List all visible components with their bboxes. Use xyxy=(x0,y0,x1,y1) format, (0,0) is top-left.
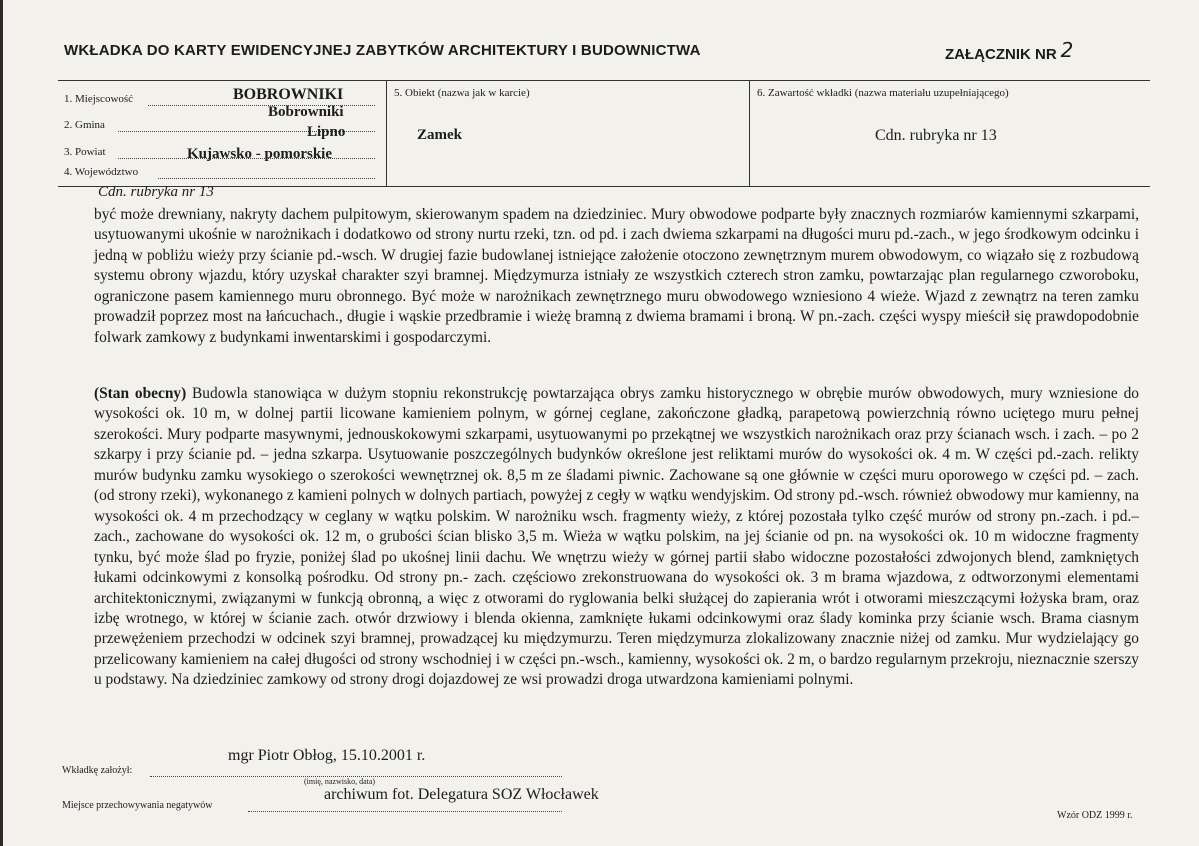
object-label: 5. Obiekt (nazwa jak w karcie) xyxy=(394,87,530,99)
miejscowosc-row xyxy=(64,93,133,105)
author-value: mgr Piotr Obłog, 15.10.2001 r. xyxy=(228,747,426,764)
form-version: Wzór ODZ 1999 r. xyxy=(1057,810,1133,821)
wojewodztwo-label: 4. Województwo xyxy=(64,166,139,178)
gmina-label: 2. Gmina xyxy=(64,119,105,131)
table-top-border xyxy=(58,80,1150,81)
powiat-row xyxy=(64,146,106,158)
annex-number: 2 xyxy=(1060,38,1074,62)
wojewodztwo-value: Kujawsko - pomorskie xyxy=(187,146,333,162)
content-value: Cdn. rubryka nr 13 xyxy=(875,127,997,144)
wojewodztwo-dots xyxy=(158,177,375,179)
current-state-paragraph xyxy=(94,384,1139,691)
table-bottom-border xyxy=(58,186,1150,187)
author-sublabel: (imię, nazwisko, data) xyxy=(304,777,376,786)
gmina-row xyxy=(64,119,105,131)
miejscowosc-value: BOBROWNIKI xyxy=(233,86,344,103)
object-value: Zamek xyxy=(417,127,462,143)
annex-label-text: ZAŁĄCZNIK NR xyxy=(945,46,1057,63)
wojewodztwo-row xyxy=(64,166,138,178)
powiat-value: Lipno xyxy=(307,124,346,140)
document-title: WKŁADKA DO KARTY EWIDENCYJNEJ ZABYTKÓW ARCHITEKTURY I BUDOWNICTWA xyxy=(64,42,701,59)
negatives-value: archiwum fot. Delegatura SOZ Włocławek xyxy=(324,786,599,803)
author-label: Wkładkę założył: xyxy=(62,765,133,776)
continuation-heading: Cdn. rubryka nr 13 xyxy=(98,184,214,200)
table-divider-2 xyxy=(749,80,750,186)
current-state-text: Budowla stanowiąca w dużym stopniu rekonstrukcję powtarzająca obrys zamku historycznego w obrębie murów obwodowych, mury wzniesione do wysokości ok. 10 m, w dolnej partii licowane kamieniem polnym, w górnej ceglane, zakończone gładką, parapetową powierzchnią równo uciętego muru pełnej szerokości. Mury podparte masywnymi, jednouskokowymi szkarpami, usytuowanymi po przekątnej we wszystkich narożnikach oraz przy ścianach wsch. i zach. – po 2 szkarpy i przy ścianie pd. – jedna szkarpa. Usytuowanie poszczególnych budynków określone jest reliktami murów do wysokości ok. 4 m. W części pd.-zach. relikty murów budynku zamku wysokiego o szerokości wewnętrznej ok. 8,5 m ze śladami piwnic. Zachowane są one głównie w części muru oporowego w części pd. – zach. (od strony rzeki), wykonanego z kamieni polnych w dolnych partiach, powyżej z cegły w wątku wendyjskim. Od strony pd.-wsch. również obwodowy mur kamienny, na wysokości ok. 4 m przechodzący w ceglany w wątku polskim. W narożniku wsch. fragmenty wieży, z której pozostała tylko część murów od strony pn.-zach. i pd.–zach., zachowane do wysokości ok. 12 m, o grubości ścian blisko 3,5 m. Wieża w wątku polskim, na jej ścianie od pn. na wysokości ok. 10 m widoczne fragmenty tynku, być może ślad po fryzie, poniżej ślad po ukośnej linii dachu. We wnętrzu wieży w górnej partii słabo widoczne pozostałości zdwojonych blend, zamkniętych łukami odcinkowymi z konsolką pośrodku. Od strony pn.- zach. częściowo zrekonstruowana do wysokości ok. 3 m brama wjazdowa, z odtworzonymi elementami architektonicznymi, związanymi w funkcją obronną, a więc z otworami do ryglowania belki służącej do zapierania wrót i otworami mieszczącymi łożyska bram, oraz izbę wrotnego, w której w ścianie zach. otwór drzwiowy i blenda okienna, zamknięte łukami odcinkowymi oraz ślady kominka przy ścianie wsch. Brama ciasnym przewężeniem przechodzi w odcinek szyi bramnej, prowadzącej ku międzymurzu. Teren międzymurza zlokalizowany znacznie niżej od zamku. Mur wydzielający go przelicowany kamieniem na całej długości od strony wschodniej i w części pn.-wsch., kamienny, wysokości ok. 2 m, o bardzo regularnym przekroju, nieznacznie szerszy u podstawy. Na dziedziniec zamkowy od strony drogi dojazdowej ze wsi prowadzi droga utwardzona kamieniami polnymi. xyxy=(94,385,1139,689)
gmina-value: Bobrowniki xyxy=(268,104,344,120)
scan-edge xyxy=(0,0,3,846)
content-label: 6. Zawartość wkładki (nazwa materiału uzupełniającego) xyxy=(757,87,1009,99)
table-divider-1 xyxy=(386,80,387,186)
miejscowosc-label: 1. Miejscowość xyxy=(64,93,134,105)
powiat-label: 3. Powiat xyxy=(64,146,106,158)
history-paragraph: być może drewniany, nakryty dachem pulpitowym, skierowanym spadem na dziedziniec. Mury obwodowe podparte były znacznych rozmiarów kamiennymi szkarpami, usytuowanymi ukośnie w narożnikach i dodatkowo od strony nurtu rzeki, tzn. od pd. i zach dwiema szkarpami na długości muru pd.-zach., w jego środkowym odcinku i jedną w pobliżu wieży przy ścianie pd.-wsch. W drugiej fazie budowlanej istniejące założenie otoczono zewnętrznym murem obwodowym, co wiązało się z rozbudową systemu obrony wjazdu, który uzyskał charakter szyi bramnej. Międzymurza istniały ze wszystkich czterech stron zamku, powtarzając plan regularnego czworoboku, ograniczone pasem kamiennego muru obronnego. Być może w narożnikach zewnętrznego muru obwodowego wzniesiono 4 wieże. Wjazd z zewnątrz na teren zamku prowadził poprzez most na łańcuchach., długie i wąskie przedbramie i wieżę bramną z dwiema bramami i broną. W pn.-zach. części wyspy mieścił się prawdopodobnie folwark zamkowy z budynkami inwentarskimi i gospodarczymi. xyxy=(94,206,1139,346)
annex-label xyxy=(945,40,1073,64)
current-state-lead: (Stan obecny) xyxy=(94,385,187,402)
negatives-label: Miejsce przechowywania negatywów xyxy=(62,800,213,811)
negatives-dots xyxy=(248,810,562,812)
